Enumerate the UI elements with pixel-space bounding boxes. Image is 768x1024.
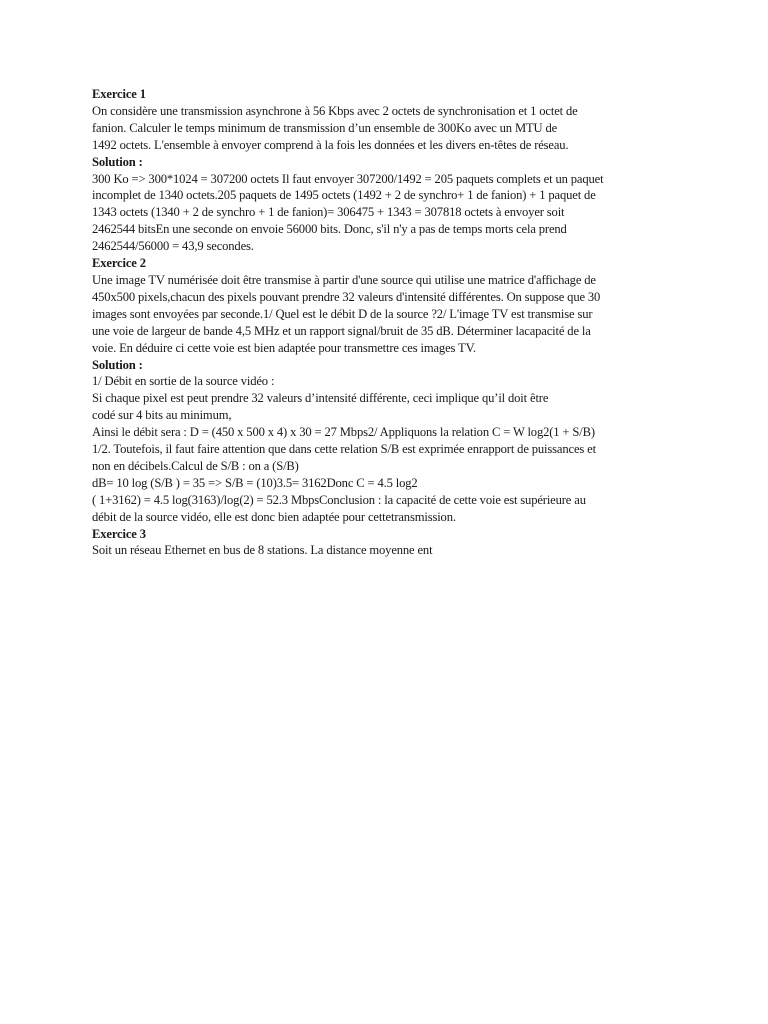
text-line: On considère une transmission asynchrone à 56 Kbps avec 2 octets de synchronisation et 1 octet de bbox=[92, 103, 578, 118]
text-line: fanion. Calculer le temps minimum de transmission d’un ensemble de 300Ko avec un MTU de bbox=[92, 120, 558, 135]
text-line: 1492 octets. L'ensemble à envoyer comprend à la fois les données et les divers en-têtes de réseau. bbox=[92, 137, 569, 152]
text-line: 1343 octets (1340 + 2 de synchro + 1 de fanion)= 306475 + 1343 = 307818 octets à envoyer soit bbox=[92, 205, 565, 220]
text-line: codé sur 4 bits au minimum, bbox=[92, 408, 232, 423]
text-line: incomplet de 1340 octets.205 paquets de 1495 octets (1492 + 2 de synchro+ 1 de fanion) + 1 paquet de bbox=[92, 188, 596, 203]
text-line: Si chaque pixel est peut prendre 32 valeurs d’intensité différente, ceci implique qu’il doit être bbox=[92, 391, 549, 406]
text-line: 2462544 bitsEn une seconde on envoie 56000 bits. Donc, s'il n'y a pas de temps morts cela prend bbox=[92, 222, 567, 237]
text-line: non en décibels.Calcul de S/B : on a (S/B) bbox=[92, 458, 299, 473]
text-line: 450x500 pixels,chacun des pixels pouvant prendre 32 valeurs d'intensité différentes. On suppose que 30 bbox=[92, 289, 601, 304]
text-line: voie. En déduire ci cette voie est bien adaptée pour transmettre ces images TV. bbox=[92, 340, 476, 355]
text-line: ( 1+3162) = 4.5 log(3163)/log(2) = 52.3 MbpsConclusion : la capacité de cette voie est supérieure au bbox=[92, 492, 586, 507]
section-heading: Solution : bbox=[92, 154, 143, 169]
text-line: 1/ Débit en sortie de la source vidéo : bbox=[92, 374, 275, 389]
text-line: Soit un réseau Ethernet en bus de 8 stations. La distance moyenne ent bbox=[92, 543, 433, 558]
section-heading: Solution : bbox=[92, 357, 143, 372]
text-line: images sont envoyées par seconde.1/ Quel est le débit D de la source ?2/ L'image TV est transmise sur bbox=[92, 306, 593, 321]
section-heading: Exercice 3 bbox=[92, 526, 146, 541]
text-line: débit de la source vidéo, elle est donc bien adaptée pour cettetransmission. bbox=[92, 509, 456, 524]
text-line: Une image TV numérisée doit être transmise à partir d'une source qui utilise une matrice d'affichage de bbox=[92, 272, 596, 287]
document-page bbox=[92, 86, 680, 559]
text-line: 1/2. Toutefois, il faut faire attention que dans cette relation S/B est exprimée enrapport de puissances et bbox=[92, 442, 596, 457]
section-heading: Exercice 1 bbox=[92, 87, 146, 101]
text-line: une voie de largeur de bande 4,5 MHz et un rapport signal/bruit de 35 dB. Déterminer lacapacité de la bbox=[92, 323, 591, 338]
text-line: dB= 10 log (S/B ) = 35 => S/B = (10)3.5= 3162Donc C = 4.5 log2 bbox=[92, 475, 418, 490]
text-line: Ainsi le débit sera : D = (450 x 500 x 4) x 30 = 27 Mbps2/ Appliquons la relation C = W log2(1 + S/B) bbox=[92, 425, 595, 440]
text-line: 2462544/56000 = 43,9 secondes. bbox=[92, 239, 254, 254]
text-line: 300 Ko => 300*1024 = 307200 octets Il faut envoyer 307200/1492 = 205 paquets complets et un paquet bbox=[92, 171, 604, 186]
section-heading: Exercice 2 bbox=[92, 256, 146, 271]
